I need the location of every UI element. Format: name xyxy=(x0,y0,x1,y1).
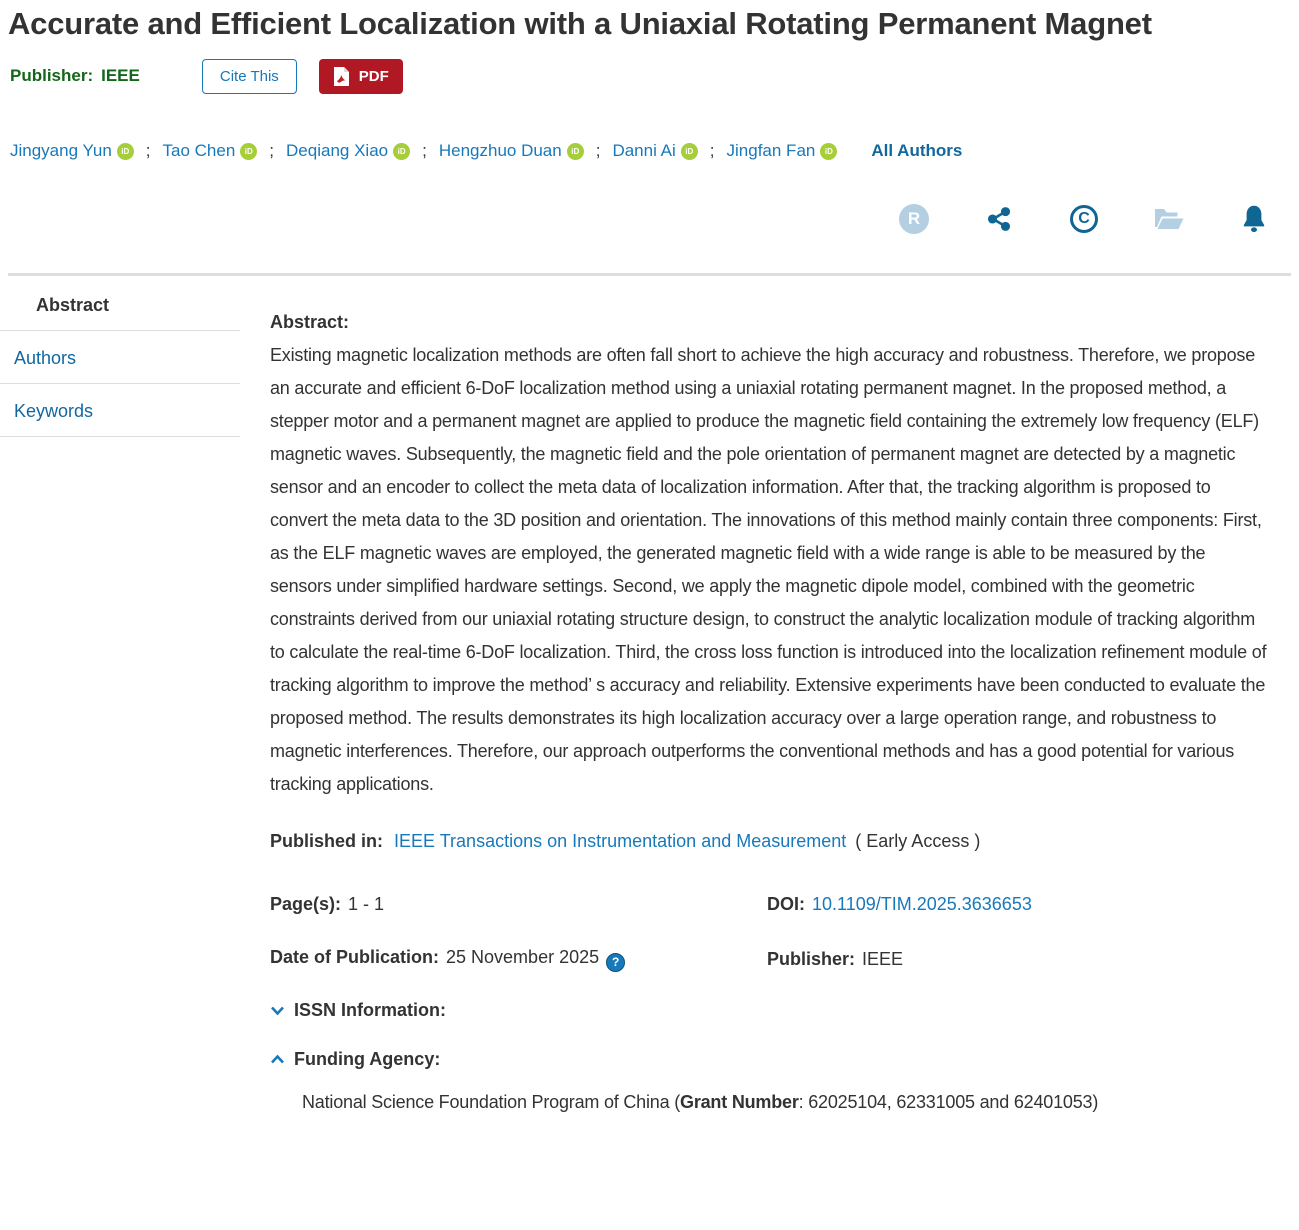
author-separator: ; xyxy=(422,141,427,160)
publication-date-item xyxy=(270,947,767,972)
publisher-row xyxy=(10,57,1299,95)
journal-link[interactable]: IEEE Transactions on Instrumentation and Measurement xyxy=(394,831,847,851)
share-icon[interactable] xyxy=(982,202,1016,236)
all-authors-link[interactable]: All Authors xyxy=(871,141,963,160)
orcid-icon[interactable]: iD xyxy=(240,143,257,160)
copyright-icon[interactable] xyxy=(1067,202,1101,236)
abstract-heading: Abstract: xyxy=(270,312,350,332)
publisher-label xyxy=(10,66,140,86)
pages-label: Page(s): xyxy=(270,894,342,914)
limited-access-badge: R xyxy=(899,204,929,234)
orcid-icon[interactable]: iD xyxy=(820,143,837,160)
doi-link[interactable]: 10.1109/TIM.2025.3636653 xyxy=(812,894,1032,914)
article-actions-toolbar xyxy=(0,201,1271,237)
save-to-project-icon[interactable] xyxy=(1152,202,1186,236)
author-separator: ; xyxy=(145,141,151,160)
sidebar-item-abstract[interactable]: Abstract xyxy=(0,278,240,331)
author-link[interactable]: Danni Ai xyxy=(612,141,676,160)
publication-date-label: Date of Publication: xyxy=(270,947,440,967)
author-separator: ; xyxy=(269,141,275,160)
publisher-value: IEEE xyxy=(101,66,140,85)
funding-agency-text xyxy=(302,1092,1269,1113)
pdf-button[interactable] xyxy=(319,59,403,94)
abstract-section xyxy=(240,276,1299,1113)
funding-agency-label: Funding Agency: xyxy=(294,1048,441,1069)
funding-suffix: : 62025104, 62331005 and 62401053) xyxy=(798,1091,1099,1112)
article-metadata xyxy=(270,894,1269,972)
doi-item xyxy=(767,894,1269,915)
help-icon[interactable]: ? xyxy=(606,953,625,972)
alerts-icon[interactable] xyxy=(1237,202,1271,236)
pdf-button-label: PDF xyxy=(358,67,389,85)
main-layout xyxy=(0,276,1299,1113)
grant-number-label: Grant Number xyxy=(680,1091,799,1112)
orcid-icon[interactable]: iD xyxy=(681,143,698,160)
orcid-icon[interactable]: iD xyxy=(393,143,410,160)
pages-item xyxy=(270,894,767,915)
abstract-text: Existing magnetic localization methods are often fall short to achieve the high accuracy and robustness. Therefore, we propose an accurate and efficient 6-DoF localization method using a uniaxial rotating permanent magnet. In the proposed method, a stepper motor and a permanent magnet are applied to produce the magnetic field containing the extremely low frequency (ELF) magnetic waves. Subsequently, the magnetic field and the pole orientation of permanent magnet are detected by a magnetic sensor and an encoder to collect the meta data of localization information. After that, the tracking algorithm is proposed to convert the meta data to the 3D position and orientation. The innovations of this method mainly contain three components: First, as the ELF magnetic waves are employed, the generated magnetic field with a wide range is able to be measured by the sensors under simplified hardware settings. Second, we apply the magnetic dipole model, combined with the geometric constraints derived from our uniaxial rotating structure design, to construct the analytic localization module of tracking algorithm to calculate the real-time 6-DoF localization. Third, the cross loss function is introduced into the localization refinement module of tracking algorithm to improve the method’ s accuracy and reliability. Extensive experiments have been conducted to evaluate the proposed method. The results demonstrates its high localization accuracy over a large operation range, and robustness to magnetic interferences. Therefore, our approach outperforms the conventional methods and has a good potential for various tracking applications. xyxy=(270,345,1267,794)
publisher-item xyxy=(767,949,1269,970)
pdf-file-icon xyxy=(333,66,350,87)
funding-agency-toggle[interactable] xyxy=(270,1049,1269,1070)
sidebar-item-keywords[interactable]: Keywords xyxy=(0,384,240,437)
pages-value: 1 - 1 xyxy=(348,894,385,914)
page-title: Accurate and Efficient Localization with a Uniaxial Rotating Permanent Magnet xyxy=(8,6,1152,41)
author-link[interactable]: Hengzhuo Duan xyxy=(438,141,562,160)
chevron-up-icon xyxy=(270,1054,285,1065)
cite-this-button[interactable]: Cite This xyxy=(202,59,297,94)
issn-information-toggle[interactable] xyxy=(270,1000,1269,1021)
copyright-glyph: C xyxy=(1070,205,1098,233)
author-link[interactable]: Jingfan Fan xyxy=(726,141,816,160)
issn-information-label: ISSN Information: xyxy=(294,999,446,1020)
author-separator: ; xyxy=(709,141,715,160)
funding-prefix: National Science Foundation Program of China ( xyxy=(302,1091,681,1112)
early-access-label: ( Early Access ) xyxy=(855,831,981,851)
author-separator: ; xyxy=(595,141,601,160)
published-in-row xyxy=(270,831,1269,852)
limited-access-icon[interactable] xyxy=(897,202,931,236)
orcid-icon[interactable]: iD xyxy=(567,143,584,160)
doi-label: DOI: xyxy=(767,894,805,914)
chevron-down-icon xyxy=(270,1005,285,1016)
author-link[interactable]: Jingyang Yun xyxy=(10,141,112,160)
meta-publisher-label: Publisher: xyxy=(767,948,856,969)
author-link[interactable]: Tao Chen xyxy=(162,141,236,160)
publication-date-value: 25 November 2025 xyxy=(446,947,600,967)
meta-publisher-value: IEEE xyxy=(862,948,904,969)
authors-list xyxy=(10,141,1299,161)
publisher-label-text: Publisher: xyxy=(10,66,94,85)
document-sections-sidebar xyxy=(0,276,240,437)
sidebar-item-authors[interactable]: Authors xyxy=(0,331,240,384)
orcid-icon[interactable]: iD xyxy=(117,143,134,160)
published-in-label: Published in: xyxy=(270,831,384,851)
author-link[interactable]: Deqiang Xiao xyxy=(286,141,389,160)
